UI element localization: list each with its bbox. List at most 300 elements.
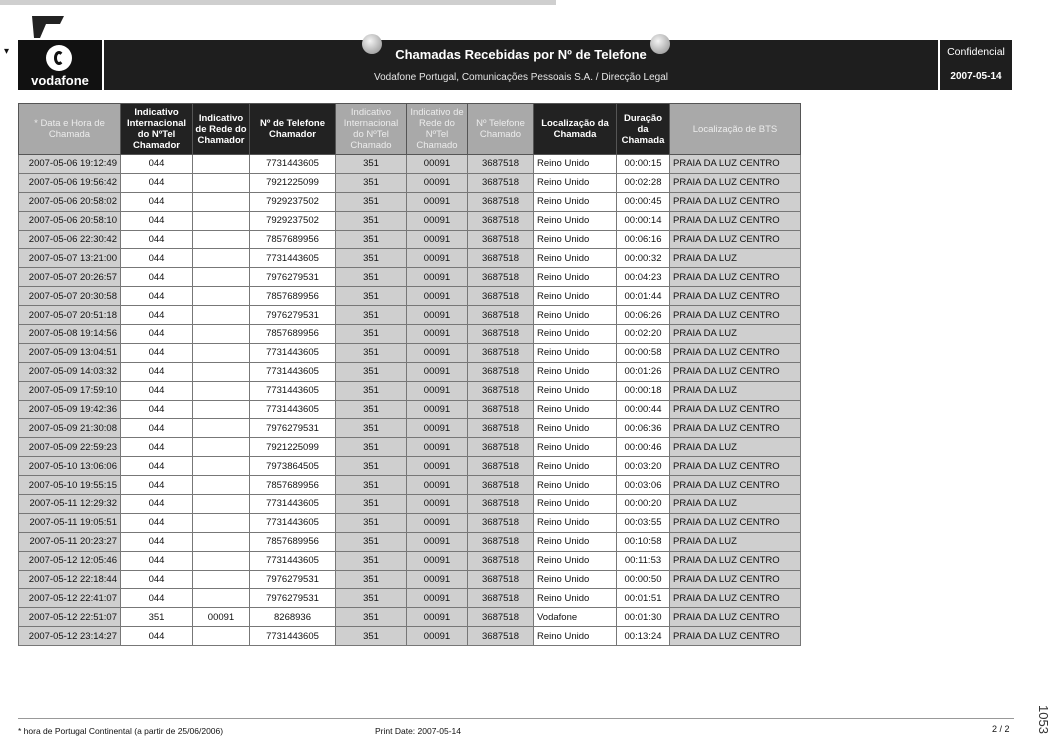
table-cell: 00091 [407,513,468,532]
table-cell: Reino Unido [534,476,617,495]
table-cell [193,589,250,608]
table-cell: 2007-05-11 12:29:32 [19,495,121,514]
confidential-box [940,40,1012,90]
table-row [19,495,801,514]
table-cell: 2007-05-06 19:12:49 [19,155,121,174]
table-cell: 351 [336,381,407,400]
table-cell: PRAIA DA LUZ CENTRO [670,173,801,192]
table-cell [193,381,250,400]
table-cell: 7921225099 [250,438,336,457]
table-cell: Reino Unido [534,155,617,174]
table-cell: 2007-05-09 21:30:08 [19,419,121,438]
table-row [19,532,801,551]
table-cell: 3687518 [468,627,534,646]
table-cell: 00091 [407,627,468,646]
table-cell: 044 [121,249,193,268]
table-cell: 044 [121,173,193,192]
table-cell: Reino Unido [534,627,617,646]
table-cell: 7857689956 [250,532,336,551]
table-row [19,343,801,362]
table-row [19,381,801,400]
table-cell: Reino Unido [534,381,617,400]
table-row [19,419,801,438]
table-cell: PRAIA DA LUZ CENTRO [670,570,801,589]
table-cell: 2007-05-12 12:05:46 [19,551,121,570]
column-header: Nº Telefone Chamado [468,104,534,155]
table-cell: 3687518 [468,230,534,249]
table-cell: 00091 [407,325,468,344]
table-cell: 2007-05-06 20:58:10 [19,211,121,230]
table-cell: 7921225099 [250,173,336,192]
table-cell: 351 [336,400,407,419]
table-cell: PRAIA DA LUZ CENTRO [670,268,801,287]
table-row [19,287,801,306]
table-cell: 00:01:44 [617,287,670,306]
table-cell: 3687518 [468,589,534,608]
table-cell: 044 [121,343,193,362]
table-cell: 00091 [407,419,468,438]
table-cell: 00091 [407,476,468,495]
table-cell: PRAIA DA LUZ [670,438,801,457]
table-row [19,608,801,627]
table-row [19,513,801,532]
table-cell: PRAIA DA LUZ CENTRO [670,362,801,381]
table-cell: Reino Unido [534,513,617,532]
table-cell: 044 [121,381,193,400]
table-cell: 044 [121,230,193,249]
table-cell: 00:00:45 [617,192,670,211]
table-row [19,249,801,268]
column-header: Indicativo de Rede do Chamador [193,104,250,155]
table-cell: 00091 [407,532,468,551]
table-cell: 044 [121,211,193,230]
table-cell: 3687518 [468,192,534,211]
table-row [19,400,801,419]
table-cell: 2007-05-11 19:05:51 [19,513,121,532]
table-row [19,173,801,192]
corner-mark-icon [30,14,64,38]
table-cell: 044 [121,551,193,570]
table-cell: 044 [121,362,193,381]
table-cell: 3687518 [468,419,534,438]
table-cell [193,362,250,381]
table-row [19,438,801,457]
table-cell: Reino Unido [534,400,617,419]
table-cell: 00:00:50 [617,570,670,589]
table-cell: 00091 [193,608,250,627]
table-cell: 3687518 [468,532,534,551]
vodafone-logo [18,40,102,90]
table-row [19,627,801,646]
table-cell: 7731443605 [250,249,336,268]
footnote: * hora de Portugal Continental (a partir de 25/06/2006) [18,726,224,736]
scan-top-line [0,0,556,5]
table-cell: 3687518 [468,306,534,325]
table-cell: 00091 [407,400,468,419]
table-cell: Reino Unido [534,249,617,268]
table-cell: 3687518 [468,155,534,174]
table-cell: Reino Unido [534,230,617,249]
table-cell [193,325,250,344]
table-cell: 7973864505 [250,457,336,476]
table-cell: 044 [121,287,193,306]
table-row [19,155,801,174]
table-cell: 044 [121,513,193,532]
table-cell: 00:03:55 [617,513,670,532]
table-cell: 3687518 [468,400,534,419]
table-cell: 044 [121,627,193,646]
table-cell: 2007-05-07 13:21:00 [19,249,121,268]
table-cell: 7731443605 [250,495,336,514]
table-cell: 8268936 [250,608,336,627]
table-header-row [19,104,801,155]
report-date: 2007-05-14 [950,71,1002,82]
table-cell: 351 [336,589,407,608]
table-cell: 351 [336,419,407,438]
table-cell: 044 [121,419,193,438]
table-cell: PRAIA DA LUZ CENTRO [670,589,801,608]
table-cell: 00091 [407,381,468,400]
table-cell: 00:06:36 [617,419,670,438]
table-cell [193,570,250,589]
table-cell: 7857689956 [250,287,336,306]
table-cell [193,211,250,230]
table-cell: 2007-05-09 19:42:36 [19,400,121,419]
table-cell: 3687518 [468,570,534,589]
table-cell: PRAIA DA LUZ CENTRO [670,400,801,419]
table-cell: PRAIA DA LUZ CENTRO [670,419,801,438]
table-cell: 3687518 [468,476,534,495]
table-cell: 351 [336,325,407,344]
table-row [19,551,801,570]
table-cell: 2007-05-10 19:55:15 [19,476,121,495]
table-cell: 3687518 [468,438,534,457]
table-cell: PRAIA DA LUZ [670,249,801,268]
table-cell: 2007-05-07 20:51:18 [19,306,121,325]
title-banner [104,40,938,90]
column-header: Indicativo de Rede do NºTel Chamado [407,104,468,155]
table-cell: 00091 [407,155,468,174]
table-cell [193,306,250,325]
table-cell: 3687518 [468,362,534,381]
table-row [19,192,801,211]
table-cell: Reino Unido [534,343,617,362]
print-date: Print Date: 2007-05-14 [375,726,461,736]
table-cell: 044 [121,400,193,419]
column-header: Duração da Chamada [617,104,670,155]
table-cell: 2007-05-09 22:59:23 [19,438,121,457]
table-cell: 2007-05-07 20:26:57 [19,268,121,287]
table-cell: 351 [336,513,407,532]
table-cell [193,249,250,268]
table-cell: 044 [121,192,193,211]
table-cell: 044 [121,570,193,589]
table-cell: 2007-05-10 13:06:06 [19,457,121,476]
table-cell [193,173,250,192]
table-cell: 2007-05-12 22:51:07 [19,608,121,627]
table-cell: 2007-05-06 19:56:42 [19,173,121,192]
table-cell [193,230,250,249]
table-cell: 351 [336,608,407,627]
table-cell: 3687518 [468,495,534,514]
table-cell: Reino Unido [534,589,617,608]
table-cell: 2007-05-06 20:58:02 [19,192,121,211]
table-cell [193,457,250,476]
table-cell: 2007-05-09 17:59:10 [19,381,121,400]
table-cell: 7976279531 [250,589,336,608]
table-cell: 00:01:51 [617,589,670,608]
table-cell: 044 [121,306,193,325]
table-cell: 7731443605 [250,400,336,419]
table-row [19,570,801,589]
table-cell [193,438,250,457]
table-cell: 00091 [407,173,468,192]
column-header: Indicativo Internacional do NºTel Chamado [336,104,407,155]
table-cell: 351 [336,551,407,570]
table-cell: 2007-05-09 13:04:51 [19,343,121,362]
table-cell: Reino Unido [534,457,617,476]
table-cell: 7731443605 [250,381,336,400]
table-cell: PRAIA DA LUZ CENTRO [670,608,801,627]
table-cell: 00091 [407,287,468,306]
table-cell: 351 [336,627,407,646]
report-header [18,40,1012,90]
table-cell: 044 [121,457,193,476]
table-cell: 7976279531 [250,306,336,325]
table-cell: 2007-05-09 14:03:32 [19,362,121,381]
table-cell: 00:06:26 [617,306,670,325]
table-cell: 7731443605 [250,362,336,381]
table-cell: Reino Unido [534,438,617,457]
table-cell: 00:01:30 [617,608,670,627]
vodafone-speechmark-icon [46,45,72,71]
table-cell: 00:01:26 [617,362,670,381]
table-cell: 351 [336,211,407,230]
table-cell [193,495,250,514]
table-cell: 00:13:24 [617,627,670,646]
table-cell: 00091 [407,551,468,570]
table-cell: 7731443605 [250,627,336,646]
table-cell: 00:00:32 [617,249,670,268]
table-cell: 2007-05-06 22:30:42 [19,230,121,249]
table-cell: 00:04:23 [617,268,670,287]
table-cell: 00091 [407,268,468,287]
column-header: Nº de Telefone Chamador [250,104,336,155]
table-cell: Reino Unido [534,306,617,325]
confidential-label: Confidencial [947,46,1005,58]
table-cell: 00:02:20 [617,325,670,344]
table-cell: 044 [121,532,193,551]
table-cell: 351 [336,495,407,514]
table-cell: 3687518 [468,551,534,570]
table-cell: 3687518 [468,608,534,627]
table-cell: PRAIA DA LUZ CENTRO [670,230,801,249]
table-cell: 351 [336,173,407,192]
table-cell: 044 [121,268,193,287]
table-cell: 044 [121,325,193,344]
table-cell: 044 [121,438,193,457]
table-row [19,230,801,249]
table-cell: 3687518 [468,249,534,268]
table-cell [193,343,250,362]
table-cell: PRAIA DA LUZ CENTRO [670,476,801,495]
table-cell: PRAIA DA LUZ [670,381,801,400]
table-cell: 00:02:28 [617,173,670,192]
table-cell: 3687518 [468,513,534,532]
table-cell: 351 [121,608,193,627]
table-cell [193,627,250,646]
table-cell: 7731443605 [250,155,336,174]
table-cell: Reino Unido [534,287,617,306]
table-cell: 00:00:44 [617,400,670,419]
table-cell: 7976279531 [250,268,336,287]
margin-tick: ▾ [4,46,10,57]
table-cell: 3687518 [468,457,534,476]
table-cell: 00:00:46 [617,438,670,457]
table-cell: 7929237502 [250,192,336,211]
table-cell: 00:00:20 [617,495,670,514]
table-cell: Reino Unido [534,192,617,211]
table-cell: 00091 [407,438,468,457]
report-subtitle: Vodafone Portugal, Comunicações Pessoais S.A. / Direcção Legal [373,72,669,83]
table-cell: 044 [121,155,193,174]
table-cell: 00091 [407,589,468,608]
table-cell: 351 [336,570,407,589]
table-row [19,211,801,230]
table-cell: Reino Unido [534,173,617,192]
table-cell: Reino Unido [534,495,617,514]
table-cell: PRAIA DA LUZ CENTRO [670,343,801,362]
table-cell: 351 [336,457,407,476]
table-cell: 00091 [407,192,468,211]
logo-text: vodafone [31,73,89,88]
table-cell: 2007-05-11 20:23:27 [19,532,121,551]
column-header: Indicativo Internacional do NºTel Chamador [121,104,193,155]
table-cell: 00091 [407,343,468,362]
table-row [19,589,801,608]
table-cell: PRAIA DA LUZ CENTRO [670,306,801,325]
table-cell: 00091 [407,457,468,476]
table-cell: 00091 [407,362,468,381]
table-cell: Reino Unido [534,570,617,589]
table-cell: 00091 [407,306,468,325]
table-cell: PRAIA DA LUZ CENTRO [670,287,801,306]
table-cell: Reino Unido [534,419,617,438]
table-cell: 351 [336,476,407,495]
table-cell: 7857689956 [250,230,336,249]
table-cell: PRAIA DA LUZ [670,495,801,514]
table-cell: 00091 [407,249,468,268]
table-cell: 7976279531 [250,419,336,438]
table-cell: 351 [336,192,407,211]
table-cell [193,155,250,174]
table-cell [193,192,250,211]
table-cell: PRAIA DA LUZ [670,532,801,551]
table-cell: 2007-05-12 22:18:44 [19,570,121,589]
page-number: 2 / 2 [992,724,1010,734]
table-cell: 351 [336,230,407,249]
table-cell: 3687518 [468,268,534,287]
calls-table [18,103,801,646]
table-cell: 351 [336,343,407,362]
report-title: Chamadas Recebidas por Nº de Telefone [395,47,647,62]
table-cell: 3687518 [468,173,534,192]
table-cell: 00:00:15 [617,155,670,174]
table-cell: 044 [121,495,193,514]
table-cell [193,532,250,551]
handwritten-page-stamp: 1053 [1036,705,1051,734]
table-cell: 351 [336,287,407,306]
table-cell: 7857689956 [250,325,336,344]
table-cell: 351 [336,306,407,325]
table-row [19,306,801,325]
table-row [19,457,801,476]
table-cell: 7857689956 [250,476,336,495]
column-header: Localização da Chamada [534,104,617,155]
table-cell [193,268,250,287]
table-row [19,476,801,495]
table-cell [193,419,250,438]
table-row [19,325,801,344]
table-cell: 351 [336,268,407,287]
table-cell: 7731443605 [250,513,336,532]
table-cell [193,476,250,495]
table-cell: 3687518 [468,343,534,362]
table-cell: 00:11:53 [617,551,670,570]
table-cell: 351 [336,249,407,268]
table-cell: PRAIA DA LUZ [670,325,801,344]
table-cell: 044 [121,476,193,495]
table-cell: Vodafone [534,608,617,627]
table-cell: 00:06:16 [617,230,670,249]
table-cell [193,287,250,306]
table-cell: PRAIA DA LUZ CENTRO [670,627,801,646]
table-cell: 351 [336,438,407,457]
footer-divider [18,718,1014,719]
table-cell [193,551,250,570]
table-cell: Reino Unido [534,268,617,287]
column-header: * Data e Hora de Chamada [19,104,121,155]
table-cell: 00:00:18 [617,381,670,400]
table-cell: 3687518 [468,211,534,230]
table-cell: 00091 [407,608,468,627]
table-cell: 2007-05-12 23:14:27 [19,627,121,646]
table-cell: 2007-05-12 22:41:07 [19,589,121,608]
table-cell: PRAIA DA LUZ CENTRO [670,457,801,476]
table-cell: 351 [336,362,407,381]
table-cell: Reino Unido [534,362,617,381]
table-cell: PRAIA DA LUZ CENTRO [670,513,801,532]
table-cell: 00:03:20 [617,457,670,476]
table-cell: Reino Unido [534,325,617,344]
table-cell: 00091 [407,495,468,514]
table-cell: 7731443605 [250,551,336,570]
table-cell: 00091 [407,211,468,230]
table-cell: 351 [336,532,407,551]
table-cell: 3687518 [468,287,534,306]
table-cell: Reino Unido [534,532,617,551]
table-cell: Reino Unido [534,211,617,230]
table-cell [193,513,250,532]
table-cell: 00:03:06 [617,476,670,495]
table-body [19,155,801,646]
table-cell: 00:10:58 [617,532,670,551]
table-cell: PRAIA DA LUZ CENTRO [670,155,801,174]
table-cell: Reino Unido [534,551,617,570]
table-cell: 7731443605 [250,343,336,362]
table-cell [193,400,250,419]
table-cell: 2007-05-07 20:30:58 [19,287,121,306]
